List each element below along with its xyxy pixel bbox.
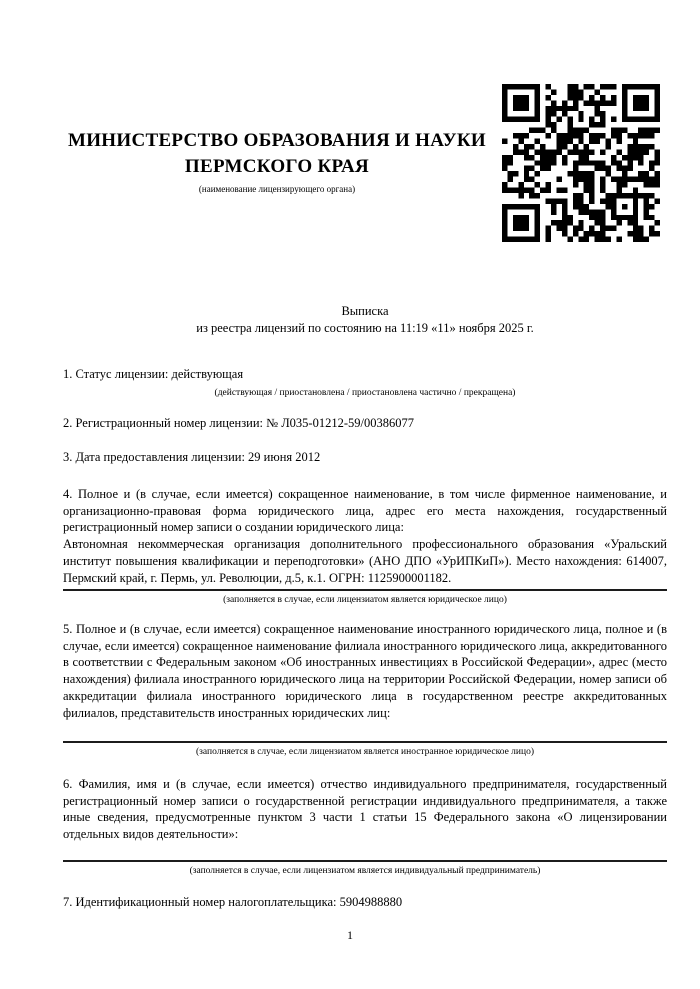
item-7-taxpayer-id: 7. Идентификационный номер налогоплательщика: 5904988880 [63, 895, 403, 909]
ministry-name-line2: ПЕРМСКОГО КРАЯ [184, 156, 370, 177]
item-2-registration-number: 2. Регистрационный номер лицензии: № Л035-01212-59/00386077 [63, 416, 414, 430]
document-title-line2: из реестра лицензий по состоянию на 11:19 «11» ноября 2025 г. [196, 320, 534, 335]
item-4-value: Автономная некоммерческая организация дополнительного профессионального образования «Уральский институт повышения квалификации и переподготовки» (АНО ДПО «УрИПКиП»). Место нахождения: 614007, Пермский край, г. Пермь, ул. Революции, д.5, к.1. ОГРН: 1125900001182. [63, 537, 667, 585]
ministry-name-line1: МИНИСТЕРСТВО ОБРАЗОВАНИЯ И НАУКИ [67, 130, 487, 151]
qr-code-image [502, 84, 660, 242]
issuing-authority-caption: (наименование лицензирующего органа) [198, 184, 356, 194]
item-5-fill-caption: (заполняется в случае, если лицензиатом является иностранное юридическое лицо) [196, 747, 534, 757]
item-1-license-status: 1. Статус лицензии: действующая [63, 367, 244, 381]
item-4-fill-caption: (заполняется в случае, если лицензиатом является юридическое лицо) [223, 595, 507, 605]
item-4-fill-line [63, 589, 667, 591]
qr-code [502, 84, 660, 242]
item-6-fill-line [63, 860, 667, 862]
issuing-authority-name [63, 128, 491, 180]
item-5-fill-line [63, 741, 667, 743]
item-3-license-grant-date: 3. Дата предоставления лицензии: 29 июня 2012 [63, 450, 321, 464]
letterhead [63, 128, 491, 195]
page-number: 1 [347, 928, 353, 942]
item-5-foreign-entity-info: 5. Полное и (в случае, если имеется) сокращенное наименование иностранного юридического лица, полное и (в случае, если имеется) сокращенное наименование филиала иностранного юридического лица, аккредитованного в соответствии с Федеральным законом «Об иностранных инвестициях в Российской Федерации», адрес (место нахождения) филиала иностранного юридического лица на территории Российской Федерации, номер записи об аккредитации филиала иностранного юридического лица в государственном реестре аккредитованных филиалов, представительств иностранных юридических лиц: [63, 622, 667, 720]
item-6-fill-caption: (заполняется в случае, если лицензиатом является индивидуальный предприниматель) [189, 866, 541, 876]
document-title-line1: Выписка [341, 304, 389, 318]
item-4-legal-entity-info [63, 486, 667, 586]
item-6-entrepreneur-info: 6. Фамилия, имя и (в случае, если имеется) отчество индивидуального предпринимателя, государственный регистрационный номер записи о государственной регистрации индивидуального предпринимателя, а также иные сведения, предусмотренные пунктом 3 части 1 статьи 15 Федерального закона «О лицензировании отдельных видов деятельности»: [63, 777, 667, 842]
item-1-status-options-caption: (действующая / приостановлена / приостановлена частично / прекращена) [214, 388, 516, 398]
item-4-label: 4. Полное и (в случае, если имеется) сокращенное наименование, в том числе фирменное наименование, и организационно-правовая форма юридического лица, адрес его места нахождения, государственный регистрационный номер записи о создании юридического лица: [63, 487, 667, 535]
document-title [63, 303, 667, 336]
